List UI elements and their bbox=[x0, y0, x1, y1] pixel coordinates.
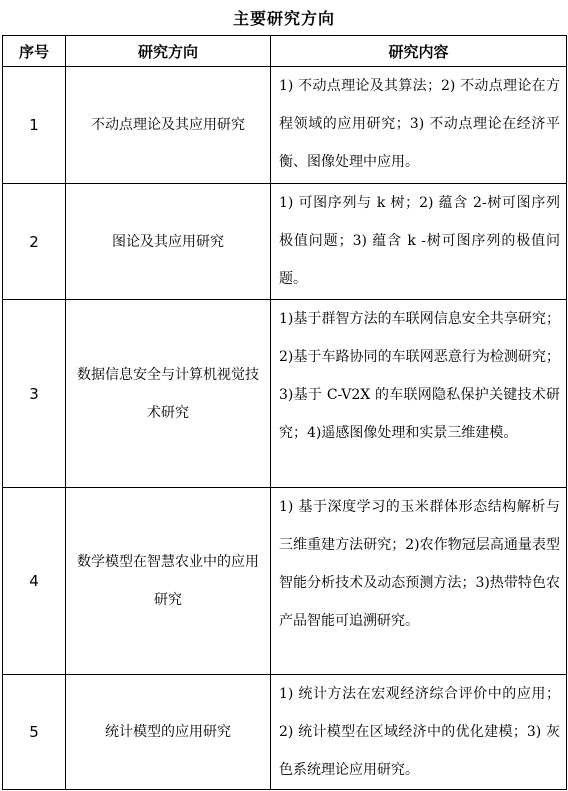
table-row bbox=[3, 67, 567, 184]
row-number: 4 bbox=[3, 488, 66, 675]
header-content: 研究内容 bbox=[271, 36, 567, 67]
row-content: 1) 统计方法在宏观经济综合评价中的应用；2) 统计模型在区域经济中的优化建模；3) 灰色系统理论应用研究。 bbox=[271, 675, 567, 790]
header-direction: 研究方向 bbox=[66, 36, 271, 67]
research-table bbox=[2, 35, 567, 790]
page-title: 主要研究方向 bbox=[232, 9, 335, 28]
row-number: 5 bbox=[3, 675, 66, 790]
header-serial: 序号 bbox=[3, 36, 66, 67]
row-content: 1) 基于深度学习的玉米群体形态结构解析与三维重建方法研究；2)农作物冠层高通量表型智能分析技术及动态预测方法；3)热带特色农产品智能可追溯研究。 bbox=[271, 488, 567, 675]
row-direction: 数学模型在智慧农业中的应用研究 bbox=[66, 488, 271, 675]
row-direction: 不动点理论及其应用研究 bbox=[66, 67, 271, 184]
table-row bbox=[3, 675, 567, 790]
row-content: 1) 可图序列与 k 树；2) 蕴含 2-树可图序列极值问题；3) 蕴含 k -树可图序列的极值问题。 bbox=[271, 184, 567, 300]
table-row bbox=[3, 488, 567, 675]
row-number: 1 bbox=[3, 67, 66, 184]
row-content: 1) 不动点理论及其算法；2) 不动点理论在方程领域的应用研究；3) 不动点理论在经济平衡、图像处理中应用。 bbox=[271, 67, 567, 184]
row-number: 3 bbox=[3, 300, 66, 488]
table-header-row bbox=[3, 36, 567, 67]
row-content: 1)基于群智方法的车联网信息安全共享研究；2)基于车路协同的车联网恶意行为检测研究；3)基于 C-V2X 的车联网隐私保护关键技术研究；4)遥感图像处理和实景三维建模。 bbox=[271, 300, 567, 488]
table-row bbox=[3, 300, 567, 488]
row-number: 2 bbox=[3, 184, 66, 300]
row-direction: 数据信息安全与计算机视觉技术研究 bbox=[66, 300, 271, 488]
table-row bbox=[3, 184, 567, 300]
row-direction: 统计模型的应用研究 bbox=[66, 675, 271, 790]
row-direction: 图论及其应用研究 bbox=[66, 184, 271, 300]
